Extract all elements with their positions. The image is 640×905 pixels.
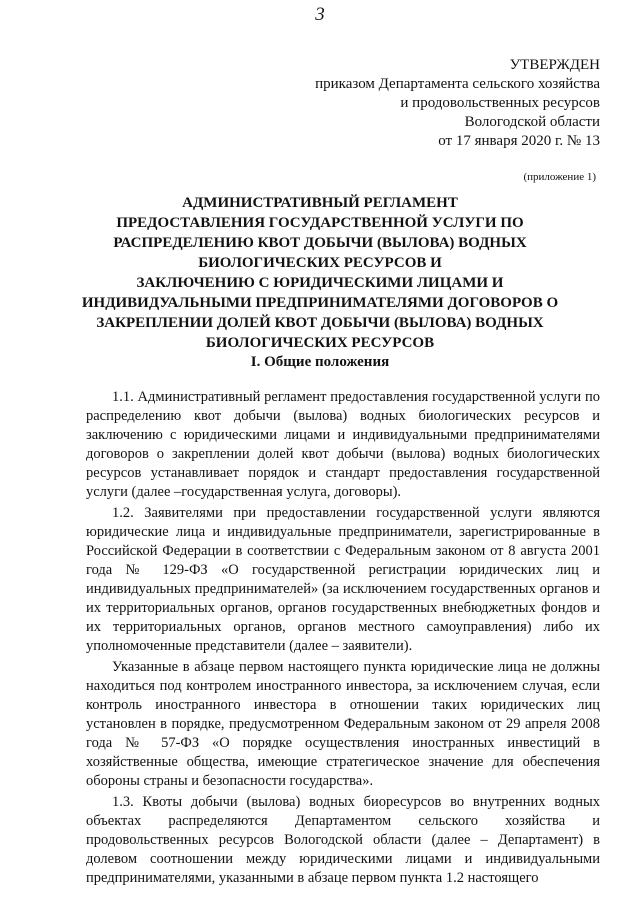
approval-line: УТВЕРЖДЕН [509, 57, 600, 73]
approval-line: приказом Департамента сельского хозяйства [315, 76, 600, 92]
title-line: АДМИНИСТРАТИВНЫЙ РЕГЛАМЕНТ [182, 195, 458, 211]
paragraph: 1.2. Заявителями при предоставлении государственной услуги являются юридические лица и индивидуальные предприниматели, зарегистрированные в Российской Федерации в соответствии с Федеральным законом от 8 августа 2001 года № 129-ФЗ «О государственной регистрации юридических лиц и индивидуальных предпринимателей» (за исключением государственных органов и их территориальных органов, органов государственных внебюджетных фондов и их территориальных органов, органов местного самоуправления) либо их уполномоченные представители (далее – заявители). [86, 505, 600, 654]
title-line: ИНДИВИДУАЛЬНЫМИ ПРЕДПРИНИМАТЕЛЯМИ ДОГОВОРОВ О [81, 295, 559, 311]
approval-line: и продовольственных ресурсов [400, 95, 600, 111]
approval-block [315, 56, 600, 151]
paragraph: Указанные в абзаце первом настоящего пункта юридические лица не должны находиться под контролем иностранного инвестора, за исключением случая, если контроль иностранного инвестора в отношении таких юридических лиц установлен в порядке, предусмотренном Федеральным законом от 29 апреля 2008 года № 57-ФЗ «О порядке осуществления иностранных инвестиций в хозяйственные общества, имеющие стратегическое значение для обеспечения обороны страны и безопасности государства». [86, 659, 600, 789]
title-line: РАСПРЕДЕЛЕНИЮ КВОТ ДОБЫЧИ (ВЫЛОВА) ВОДНЫХ [113, 235, 527, 251]
title-line: ЗАКЛЮЧЕНИЮ С ЮРИДИЧЕСКИМИ ЛИЦАМИ И [136, 275, 504, 291]
approval-line: Вологодской области [464, 114, 600, 130]
title-line: ПРЕДОСТАВЛЕНИЯ ГОСУДАРСТВЕННОЙ УСЛУГИ ПО [116, 215, 524, 231]
title-line: ЗАКРЕПЛЕНИИ ДОЛЕЙ КВОТ ДОБЫЧИ (ВЫЛОВА) ВОДНЫХ [96, 315, 544, 331]
approval-line: от 17 января 2020 г. № 13 [438, 133, 600, 149]
page-number: 3 [315, 4, 325, 25]
appendix-label: (приложение 1) [523, 171, 596, 183]
title-line: БИОЛОГИЧЕСКИХ РЕСУРСОВ И [198, 255, 442, 271]
paragraph: 1.1. Административный регламент предоставления государственной услуги по распределению квот добычи (вылова) водных биологических ресурсов и заключению с юридическими лицами и индивидуальными предпринимателями договоров о закреплении долей квот добычи (вылова) водных биологических ресурсов устанавливает порядок и стандарт предоставления государственной услуги (далее –государственная услуга, договоры). [86, 389, 600, 500]
title-line: БИОЛОГИЧЕСКИХ РЕСУРСОВ [205, 335, 435, 351]
section-heading: I. Общие положения [250, 354, 390, 370]
document-title [60, 193, 580, 353]
paragraph: 1.3. Квоты добычи (вылова) водных биоресурсов во внутренних водных объектах распределяются Департаментом сельского хозяйства и продовольственных ресурсов Вологодской области (далее – Департамент) в долевом соотношении между юридическими лицами и индивидуальными предпринимателями, указанными в абзаце первом пункта 1.2 настоящего [86, 794, 600, 886]
body-text [86, 388, 600, 890]
